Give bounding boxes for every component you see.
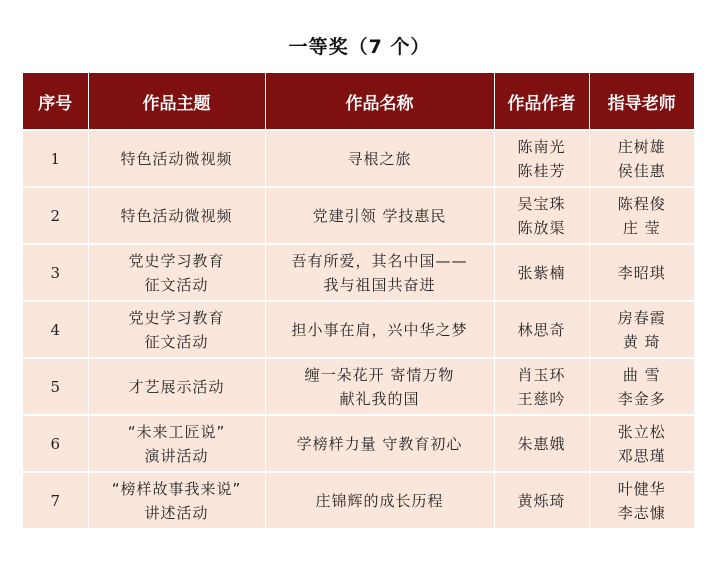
table-row bbox=[23, 472, 694, 528]
cell-teacher-line: 叶健华 bbox=[617, 479, 666, 498]
cell-author-line: 王慈吟 bbox=[517, 389, 566, 408]
table-row bbox=[23, 415, 694, 472]
cell-theme-line: 演讲活动 bbox=[144, 446, 209, 465]
table-row bbox=[23, 187, 694, 244]
cell-theme-line: “未来工匠说” bbox=[127, 422, 226, 441]
cell-teacher-line: 陈程俊 bbox=[617, 194, 666, 213]
cell-index: 4 bbox=[23, 301, 88, 358]
cell-name-line: 庄锦辉的成长历程 bbox=[315, 491, 444, 510]
cell-theme bbox=[88, 130, 265, 187]
cell-author bbox=[494, 244, 589, 301]
cell-index: 7 bbox=[23, 472, 88, 528]
cell-name bbox=[265, 415, 494, 472]
header-teacher: 指导老师 bbox=[589, 73, 694, 130]
cell-name-line: 党建引领 学技惠民 bbox=[312, 206, 447, 225]
cell-theme bbox=[88, 301, 265, 358]
cell-author bbox=[494, 472, 589, 528]
cell-teacher-line: 庄树雄 bbox=[617, 137, 666, 156]
cell-teacher bbox=[589, 130, 694, 187]
cell-name-line: 寻根之旅 bbox=[347, 149, 412, 168]
cell-teacher-line: 邓思瑾 bbox=[617, 446, 666, 465]
cell-teacher-line: 张立松 bbox=[617, 422, 666, 441]
header-name: 作品名称 bbox=[265, 73, 494, 130]
cell-theme-line: 特色活动微视频 bbox=[120, 206, 233, 225]
cell-teacher-line: 李志慷 bbox=[617, 503, 666, 522]
header-index: 序号 bbox=[23, 73, 88, 130]
cell-theme bbox=[88, 472, 265, 528]
cell-index: 3 bbox=[23, 244, 88, 301]
table-header-row bbox=[23, 73, 694, 130]
cell-theme bbox=[88, 187, 265, 244]
cell-index: 2 bbox=[23, 187, 88, 244]
cell-teacher-line: 庄 莹 bbox=[622, 218, 661, 237]
cell-author bbox=[494, 301, 589, 358]
cell-author-line: 陈放渠 bbox=[517, 218, 566, 237]
cell-name bbox=[265, 244, 494, 301]
cell-theme-line: “榜样故事我来说” bbox=[111, 479, 242, 498]
cell-teacher bbox=[589, 187, 694, 244]
cell-name-line: 我与祖国共奋进 bbox=[323, 275, 436, 294]
cell-name bbox=[265, 301, 494, 358]
cell-author-line: 张紫楠 bbox=[517, 263, 566, 282]
cell-name bbox=[265, 358, 494, 415]
awards-table bbox=[23, 73, 694, 528]
cell-theme-line: 征文活动 bbox=[144, 332, 209, 351]
cell-author-line: 林思奇 bbox=[517, 320, 566, 339]
cell-index: 1 bbox=[23, 130, 88, 187]
cell-author-line: 陈桂芳 bbox=[517, 161, 566, 180]
cell-name-line: 献礼我的国 bbox=[339, 389, 420, 408]
cell-teacher bbox=[589, 415, 694, 472]
cell-name bbox=[265, 130, 494, 187]
cell-author-line: 肖玉环 bbox=[517, 365, 566, 384]
header-author: 作品作者 bbox=[494, 73, 589, 130]
cell-theme-line: 党史学习教育 bbox=[128, 308, 225, 327]
cell-author-line: 吴宝珠 bbox=[517, 194, 566, 213]
cell-name-line: 缠一朵花开 寄情万物 bbox=[304, 365, 455, 384]
cell-teacher-line: 黄 琦 bbox=[622, 332, 661, 351]
cell-theme-line: 讲述活动 bbox=[144, 503, 209, 522]
cell-teacher bbox=[589, 301, 694, 358]
cell-name bbox=[265, 187, 494, 244]
cell-theme-line: 特色活动微视频 bbox=[120, 149, 233, 168]
cell-theme bbox=[88, 358, 265, 415]
cell-name bbox=[265, 472, 494, 528]
table-row bbox=[23, 301, 694, 358]
cell-author-line: 朱惠娥 bbox=[517, 434, 566, 453]
cell-author bbox=[494, 358, 589, 415]
page-title: 一等奖（7 个） bbox=[288, 36, 431, 58]
header-theme: 作品主题 bbox=[88, 73, 265, 130]
cell-name-line: 担小事在肩，兴中华之梦 bbox=[291, 320, 468, 339]
cell-author-line: 陈南光 bbox=[517, 137, 566, 156]
cell-teacher-line: 李金多 bbox=[617, 389, 666, 408]
cell-theme-line: 征文活动 bbox=[144, 275, 209, 294]
cell-author bbox=[494, 130, 589, 187]
cell-teacher-line: 侯佳惠 bbox=[617, 161, 666, 180]
cell-index: 5 bbox=[23, 358, 88, 415]
cell-teacher-line: 李昭琪 bbox=[617, 263, 666, 282]
cell-author-line: 黄烁琦 bbox=[517, 491, 566, 510]
table-body bbox=[23, 130, 694, 528]
cell-teacher-line: 房春霞 bbox=[617, 308, 666, 327]
table-row bbox=[23, 358, 694, 415]
cell-theme-line: 党史学习教育 bbox=[128, 251, 225, 270]
cell-theme-line: 才艺展示活动 bbox=[128, 377, 225, 396]
cell-author bbox=[494, 415, 589, 472]
cell-name-line: 学榜样力量 守教育初心 bbox=[296, 434, 463, 453]
cell-author bbox=[494, 187, 589, 244]
cell-index: 6 bbox=[23, 415, 88, 472]
cell-teacher bbox=[589, 472, 694, 528]
cell-teacher-line: 曲 雪 bbox=[622, 365, 661, 384]
table-row bbox=[23, 244, 694, 301]
cell-teacher bbox=[589, 358, 694, 415]
cell-teacher bbox=[589, 244, 694, 301]
cell-theme bbox=[88, 244, 265, 301]
cell-theme bbox=[88, 415, 265, 472]
cell-name-line: 吾有所爱，其名中国—— bbox=[291, 251, 468, 270]
table-row bbox=[23, 130, 694, 187]
